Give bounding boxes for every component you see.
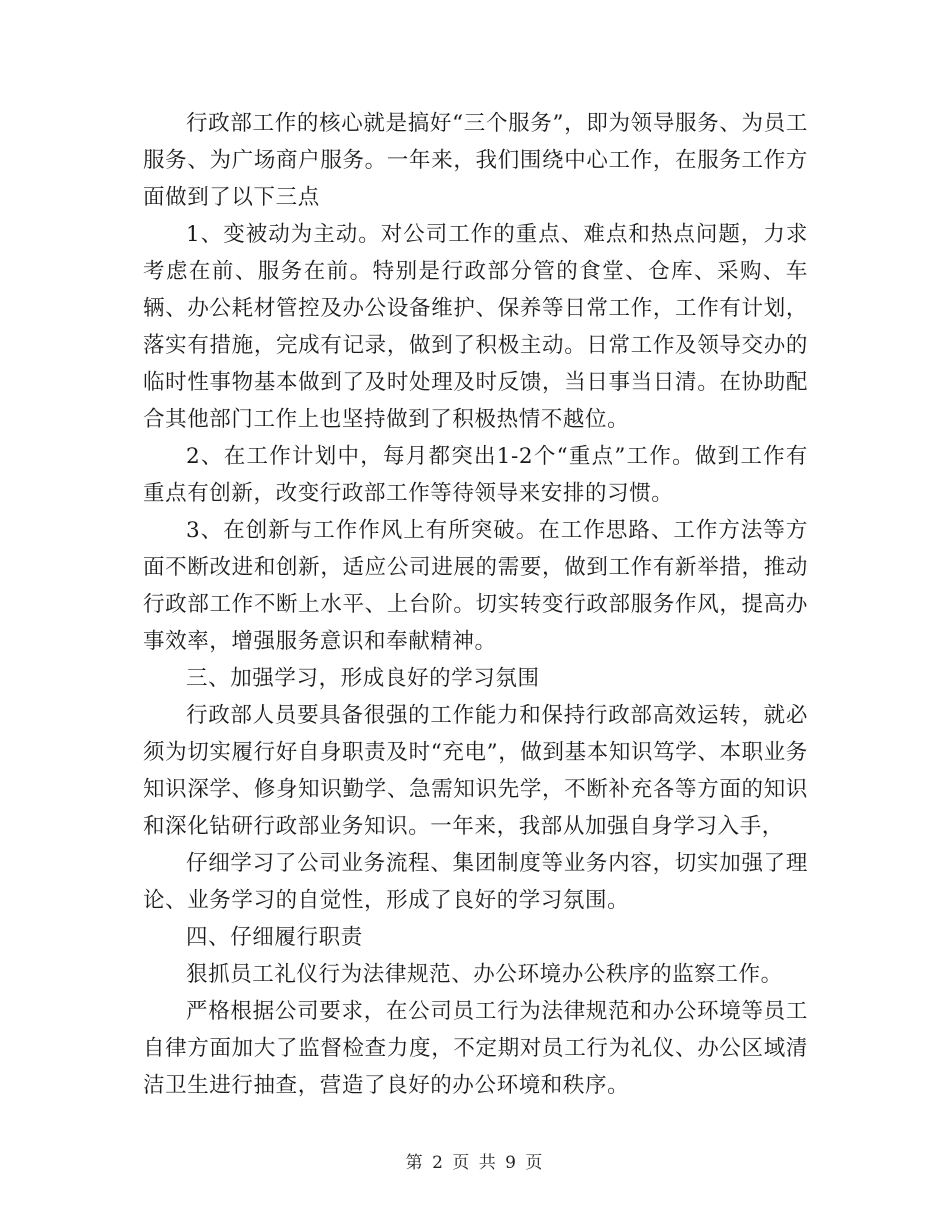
paragraph-point-2: 2、在工作计划中，每月都突出1-2个“重点”工作。做到工作有重点有创新，改变行政部工作等待领导来安排的习惯。 [143,444,808,506]
document-body [143,105,808,1104]
paragraph-point-1: 1、变被动为主动。对公司工作的重点、难点和热点问题，力求考虑在前、服务在前。特别是行政部分管的食堂、仓库、采购、车辆、办公耗材管控及办公设备维护、保养等日常工作，工作有计划，落实有措施，完成有记录，做到了积极主动。日常工作及领导交办的临时性事物基本做到了及时处理及时反馈，当日事当日清。在协助配合其他部门工作上也坚持做到了积极热情不越位。 [143,222,808,432]
paragraph-etiquette: 狠抓员工礼仪行为法律规范、办公环境办公秩序的监察工作。 [186,962,783,987]
section-heading-learning: 三、加强学习，形成良好的学习氛围 [186,666,540,691]
paragraph-supervision: 严格根据公司要求，在公司员工行为法律规范和办公环境等员工自律方面加大了监督检查力度，不定期对员工行为礼仪、办公区域清洁卫生进行抽查，营造了良好的办公环境和秩序。 [143,999,808,1098]
paragraph-learning: 行政部人员要具备很强的工作能力和保持行政部高效运转，就必须为切实履行好自身职责及时“充电”，做到基本知识笃学、本职业务知识深学、修身知识勤学、急需知识先学，不断补充各等方面的知识和深化钻研行政部业务知识。一年来，我部从加强自身学习入手， [143,703,808,839]
page-number-footer: 第 2 页 共 9 页 [405,1153,545,1173]
paragraph-point-3: 3、在创新与工作作风上有所突破。在工作思路、工作方法等方面不断改进和创新，适应公司进展的需要，做到工作有新举措，推动行政部工作不断上水平、上台阶。切实转变行政部服务作风，提高办事效率，增强服务意识和奉献精神。 [143,518,808,654]
paragraph-service-intro: 行政部工作的核心就是搞好“三个服务”，即为领导服务、为员工服务、为广场商户服务。一年来，我们围绕中心工作，在服务工作方面做到了以下三点 [143,111,808,210]
paragraph-learning-continued: 仔细学习了公司业务流程、集团制度等业务内容，切实加强了理论、业务学习的自觉性，形成了良好的学习氛围。 [143,851,808,913]
section-heading-duties: 四、仔细履行职责 [186,925,363,950]
